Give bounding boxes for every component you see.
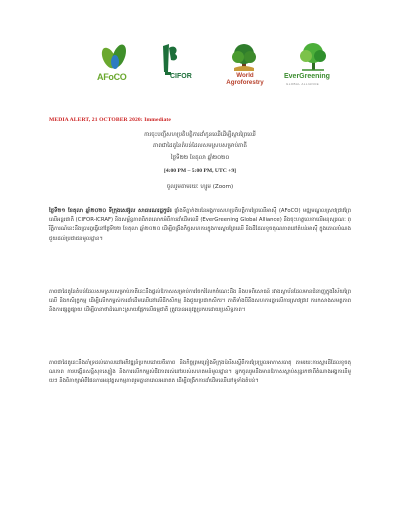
world-agroforestry-wordmark: World Agroforestry bbox=[226, 72, 264, 86]
evergreening-subtitle: GLOBAL ALLIANCE bbox=[286, 82, 320, 86]
afoco-logo bbox=[95, 40, 135, 90]
headline-line-2: ភាពជាដៃគូនៃតំបន់ដែលសមស្របសម្រាប់ភាគី bbox=[153, 143, 247, 149]
afoco-leaf-icon bbox=[95, 40, 135, 72]
evergreening-tree-icon bbox=[284, 40, 344, 72]
paragraph-1-text: ផ្ទាំងទីភ្នាក់ងារនៃអង្គការសហប្រតិបត្តិការព្រៃឈើអាស៊ី (AFoCO) មជ្ឈមណ្ឌលស្រាវជ្រាវព្រៃឈើអន្តរជាតិ (CIFOR-ICRAF) និងសម្ព័ន្ធភាពពិភពលោកអំពីការដាំដើមឈើ (EverGreening Global Alliance) នឹងចុះហត្ថលេខាលើអនុស្សរណៈ ព្រឹត្តិការណ៍នេះនឹងប្រារព្ធធ្វើនៅថ្ងៃទី២២ ខែតុលា ឆ្នាំ២០២០ ដើម្បីពង្រឹងកិច្ចសហការក្នុងការស្តារព្រៃឈើ និងដីដែលខូចគុណភាពនៅតំបន់អាស៊ី ក្នុងគោលបំណងជួយដល់ប្រជាជនមូលដ្ឋាន។ bbox=[49, 208, 351, 242]
partner-logos bbox=[95, 40, 335, 90]
cifor-wordmark: CIFOR bbox=[170, 73, 192, 80]
world-agroforestry-logo bbox=[220, 40, 270, 90]
paragraph-1 bbox=[49, 207, 351, 244]
cifor-logo bbox=[157, 40, 197, 90]
paragraph-3 bbox=[49, 359, 351, 387]
evergreening-logo bbox=[284, 40, 344, 90]
headline-line-1: ការចុះបញ្ជីសហប្រតិបត្តិការដាំកូនឈើដើម្បីស្តារព្រៃឈើ bbox=[144, 132, 256, 138]
paragraph-2-text: ភាពជាដៃគូនៃតំបន់ដែលសមស្របសម្រាប់ភាគីនេះនឹងផ្តល់ឱកាសសម្រាប់ការចែករំលែកចំណេះដឹង និងបទពិសោធន៍ រវាងស្ថាប័នដែលមានជំនាញក្នុងវិស័យព្រៃឈើ និងកសិរុក្ខកម្ម ដើម្បីលើកកម្ពស់ការដាំដើមឈើនៅលើដីកសិកម្ម និងជួយប្រជាកសិករ។ ភាគីទាំងបីនឹងសហការគ្នាលើការស្រាវជ្រាវ ការកសាងសមត្ថភាព និងការផ្សព្វផ្សាយ ដើម្បីធានាថាដំណោះស្រាយផ្អែកលើធម្មជាតិ ត្រូវបានអនុវត្តប្រកបដោយប្រសិទ្ធភាព។ bbox=[49, 289, 351, 314]
evergreening-wordmark: EverGreening bbox=[284, 73, 330, 80]
paragraph-1-lead: ថ្ងៃទី២១ ខែតុលា ឆ្នាំ២០២០ ទីក្រុងសេអ៊ូល សាធារណរដ្ឋកូរ៉េ៖ bbox=[49, 208, 173, 214]
event-date: ថ្ងៃទី២២ ខែតុលា ឆ្នាំ២០២០ bbox=[170, 155, 230, 161]
agroforestry-tree-icon bbox=[220, 40, 270, 72]
afoco-wordmark: AFoCO bbox=[97, 72, 127, 82]
event-time: [4:00 PM – 5:00 PM, UTC +9] bbox=[163, 168, 236, 174]
event-platform: ចូលរួមតាមរយៈ ហ្សូម (Zoom) bbox=[166, 184, 234, 190]
media-alert-line: MEDIA ALERT, 21 OCTOBER 2020: Immediate bbox=[49, 117, 171, 123]
cifor-tree-icon bbox=[157, 42, 197, 76]
paragraph-2 bbox=[49, 288, 351, 316]
paragraph-3-text: ភាពជាដៃគូនេះនឹងគាំទ្រដល់គោលដៅអភិវឌ្ឍន៍ប្រកបដោយចីរភាព និងកិច្ចព្រមព្រៀងទីក្រុងប៉ារីសស្តីពីការប្រែប្រួលអាកាសធាតុ តាមរយៈការស្តារដីដែលខូចគុណភាព ការបង្កើនសន្តិសុខស្បៀង និងការលើកកម្ពស់ជីវភាពរស់នៅរបស់សហគមន៍មូលដ្ឋាន។ អ្នកចូលរួមនឹងមានឱកាសស្តាប់សុន្ទរកថាពីតំណាងអង្គការនីមួយៗ និងពិភាក្សាអំពីផែនការអនុវត្តសកម្មភាពរួមគ្នានាពេលអនាគត ដើម្បីពង្រីកការដាំដើមឈើនៅទូទាំងតំបន់។ bbox=[49, 360, 351, 385]
